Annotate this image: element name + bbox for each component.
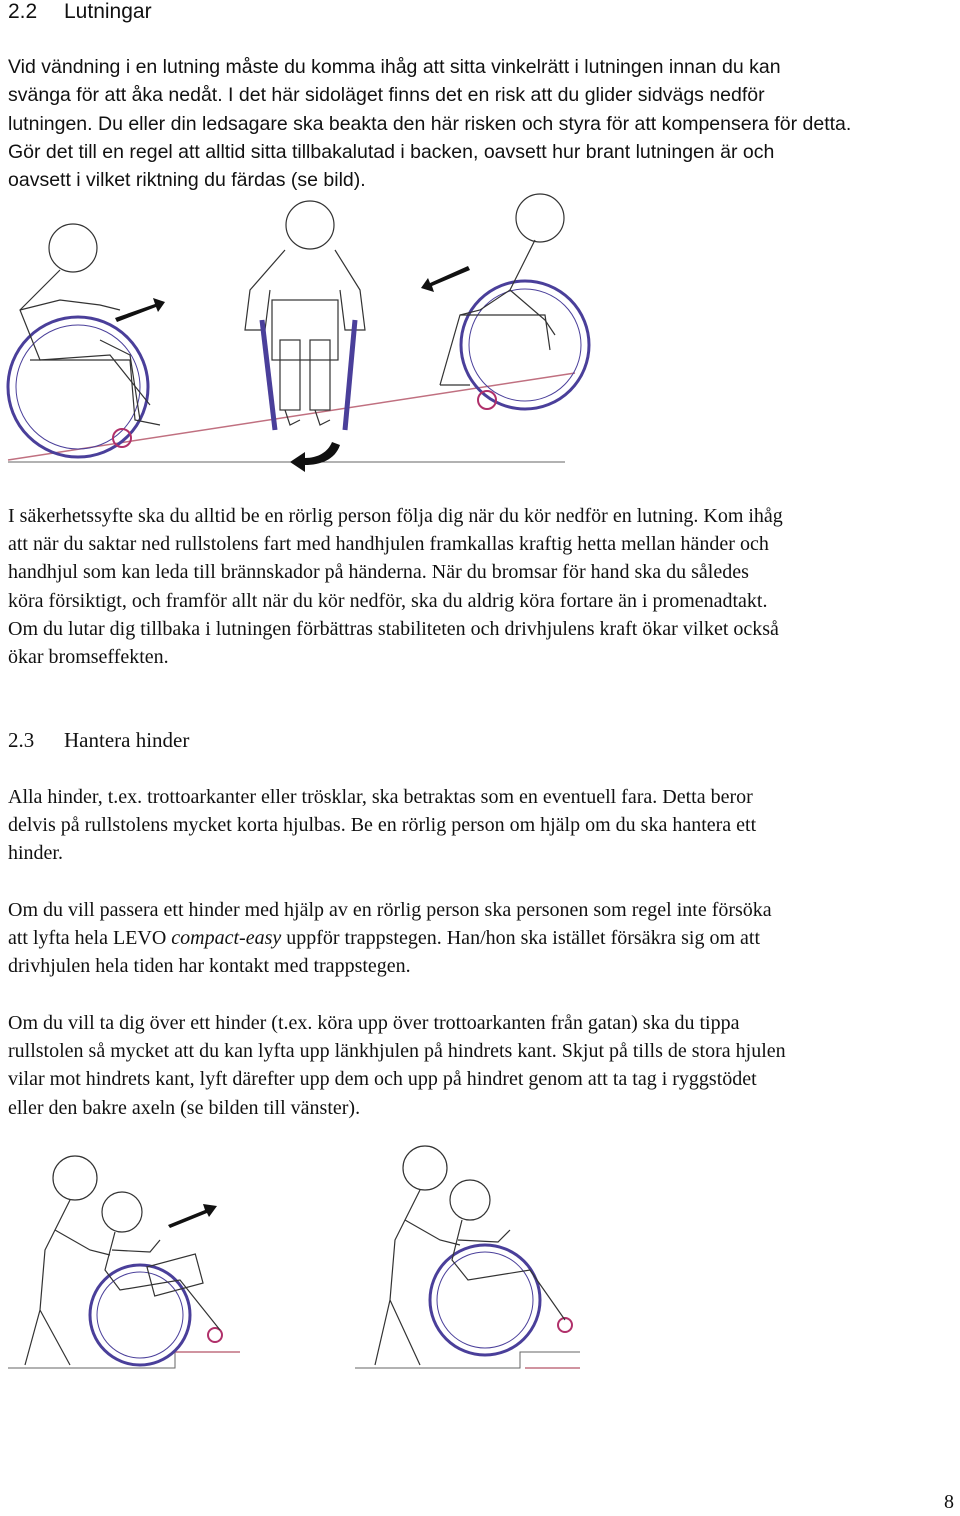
wheelchair-user-left (8, 224, 160, 457)
paragraph-assisted-passing (8, 896, 958, 981)
paragraph-safety (8, 502, 958, 671)
section-number: 2.2 (8, 0, 38, 23)
text-run: uppför trappstegen. Han/hon ska istället försäkra sig om att (281, 927, 761, 950)
helper-and-wheelchair-right (375, 1146, 572, 1365)
section-number: 2.3 (8, 728, 35, 752)
text-line: ökar bromseffekten. (8, 646, 169, 669)
helper-and-wheelchair-left (25, 1156, 222, 1365)
curb-ground-line (355, 1352, 580, 1368)
text-run: att lyfta hela LEVO (8, 927, 172, 950)
text-line: att när du saktar ned rullstolens fart med handhjulen framkallas kraftig hetta mellan händer och (8, 533, 769, 556)
paragraph-slope-turning (8, 53, 958, 194)
arrow-push-forward-icon (168, 1204, 217, 1228)
text-line: handhjul som kan leda till brännskador på händerna. När du bromsar för hand ska du således (8, 561, 749, 584)
section-heading-2-3 (8, 728, 189, 753)
section-title: Lutningar (64, 0, 152, 23)
text-line: Om du vill ta dig över ett hinder (t.ex. köra upp över trottoarkanten från gatan) ska du tippa (8, 1012, 740, 1034)
text-line: svänga för att åka nedåt. I det här sidoläget finns det en risk att du glider sidvägs nedför (8, 84, 765, 107)
product-name-italic: compact-easy (171, 927, 282, 950)
paragraph-obstacles (8, 783, 958, 868)
text-line: Alla hinder, t.ex. trottoarkanter eller trösklar, ska betraktas som en eventuell fara. Detta beror (8, 786, 753, 808)
section-heading-2-2 (8, 0, 152, 24)
wheelchair-user-front (245, 201, 365, 430)
text-line: I säkerhetssyfte ska du alltid be en rörlig person följa dig när du kör nedför en lutning. Kom ihåg (8, 505, 783, 527)
text-line: delvis på rullstolens mycket korta hjulbas. Be en rörlig person om hjälp om du ska hantera ett (8, 814, 757, 837)
curb-climbing-illustration (0, 1140, 600, 1380)
text-line: eller den bakre axeln (se bilden till vänster). (8, 1096, 361, 1119)
text-line: drivhjulen hela tiden har kontakt med trappstegen. (8, 955, 411, 978)
text-line: lutningen. Du eller din ledsagare ska beakta den här risken och styra för att kompensera för detta. (8, 112, 852, 135)
text-line: oavsett i vilket riktning du färdas (se bild). (8, 169, 366, 192)
text-line: köra försiktigt, och framför allt när du kör nedför, ska du aldrig köra fortare än i promenadtakt. (8, 589, 768, 612)
arrow-uphill-icon (421, 266, 470, 292)
text-line: Om du lutar dig tillbaka i lutningen förbättras stabiliteten och drivhjulens kraft ökar vilket också (8, 617, 779, 640)
page-number: 8 (944, 1491, 954, 1513)
text-line: rullstolen så mycket att du kan lyfta upp länkhjulen på hindrets kant. Skjut på tills de stora hjulen (8, 1040, 786, 1063)
wheelchair-user-right (440, 194, 589, 409)
section-title: Hantera hinder (64, 728, 190, 752)
text-line: Om du vill passera ett hinder med hjälp av en rörlig person ska personen som regel inte försöka (8, 899, 772, 921)
text-line: hinder. (8, 842, 63, 865)
text-line (8, 924, 958, 952)
curved-arrow-icon (290, 442, 340, 472)
arrow-downhill-icon (115, 298, 165, 322)
slope-wheelchair-illustration (0, 190, 600, 480)
text-line: vilar mot hindrets kant, lyft därefter upp dem och upp på hindret genom att ta tag i ryggstödet (8, 1068, 757, 1091)
paragraph-curb-climbing (8, 1009, 958, 1122)
text-line: Gör det till en regel att alltid sitta tillbakalutad i backen, oavsett hur brant lutningen är och (8, 140, 775, 163)
text-line: Vid vändning i en lutning måste du komma ihåg att sitta vinkelrätt i lutningen innan du kan (8, 56, 781, 78)
